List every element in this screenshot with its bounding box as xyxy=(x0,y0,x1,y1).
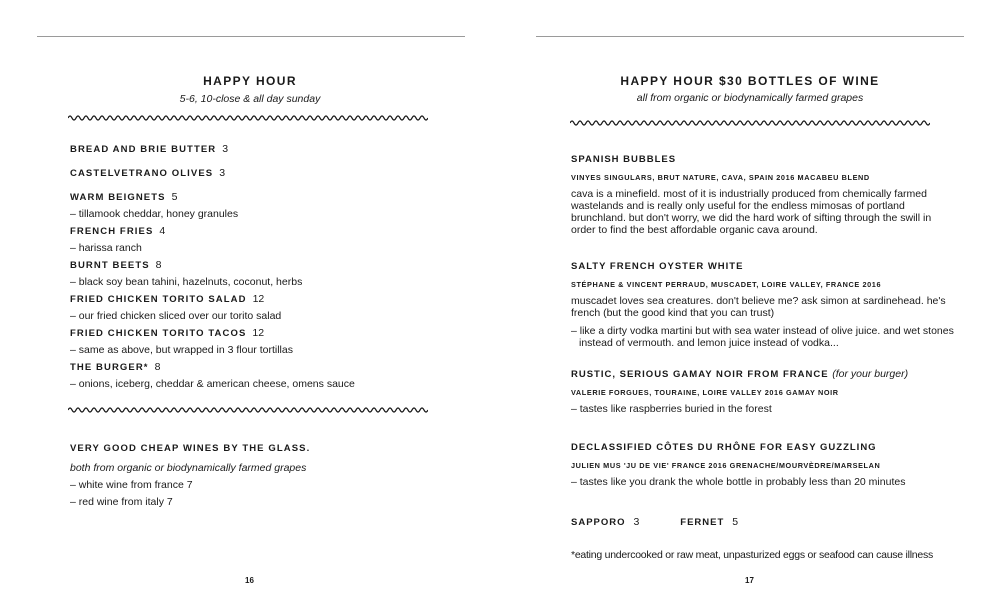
menu-item xyxy=(70,293,281,322)
wine-producer: VINYES SINGULARS, BRUT NATURE, CAVA, SPAIN 2016 MACABEU BLEND xyxy=(571,173,870,182)
wine-description: muscadet loves sea creatures. don't believe me? ask simon at sardinehead. he's french (but the good kind that you can trust) xyxy=(571,295,946,319)
wine-entry xyxy=(571,442,956,488)
item-description: – tillamook cheddar, honey granules xyxy=(70,208,239,220)
menu-item xyxy=(70,361,355,390)
item-price: 4 xyxy=(159,225,166,237)
wave-divider xyxy=(570,116,930,130)
extra-price: 5 xyxy=(732,516,739,528)
item-name: FRIED CHICKEN TORITO TACOS xyxy=(70,328,247,339)
page-title: HAPPY HOUR xyxy=(203,74,297,88)
menu-item xyxy=(70,191,238,220)
menu-item xyxy=(70,167,225,180)
wave-divider xyxy=(68,403,428,417)
page-subtitle: 5-6, 10-close & all day sunday xyxy=(179,93,321,105)
page-number: 17 xyxy=(745,576,754,585)
wine-entry xyxy=(571,368,956,415)
item-description: – onions, iceberg, cheddar & american cheese, omens sauce xyxy=(70,378,355,390)
wine-entry xyxy=(571,261,956,349)
extra-name: FERNET xyxy=(680,517,725,528)
wine-producer: JULIEN MUS 'JU DE VIE' FRANCE 2016 GRENACHE/MOURVÈDRE/MARSELAN xyxy=(571,461,881,470)
item-description: – black soy bean tahini, hazelnuts, coconut, herbs xyxy=(70,276,303,288)
right-page xyxy=(500,0,1000,607)
menu-item xyxy=(70,327,293,356)
item-price: 3 xyxy=(222,143,229,155)
item-price: 3 xyxy=(219,167,226,179)
item-name: CASTELVETRANO OLIVES xyxy=(70,168,214,179)
glass-wines-title: VERY GOOD CHEAP WINES BY THE GLASS. xyxy=(70,443,311,454)
top-rule xyxy=(536,36,964,37)
glass-wine-line: – white wine from france 7 xyxy=(70,479,193,491)
wine-entry xyxy=(571,154,956,236)
item-name: THE BURGER* xyxy=(70,362,149,373)
item-description: – same as above, but wrapped in 3 flour tortillas xyxy=(70,344,293,356)
wine-description: cava is a minefield. most of it is industrially produced from chemically farmed wastelands and is really only useful for the endless mimosas of portland brunchland. but don't worry, we did the hard work of sifting through the swill in order to find the best affordable organic cava around. xyxy=(571,188,932,236)
wave-divider xyxy=(68,111,428,125)
page-title: HAPPY HOUR $30 BOTTLES OF WINE xyxy=(620,74,880,88)
glass-wines-section xyxy=(70,443,310,508)
item-price: 8 xyxy=(154,361,161,373)
glass-wines-subtitle: both from organic or biodynamically farmed grapes xyxy=(70,462,307,474)
wave-line xyxy=(68,116,428,120)
wave-line xyxy=(68,408,428,412)
top-rule xyxy=(37,36,465,37)
menu-item xyxy=(70,143,228,156)
item-description: – harissa ranch xyxy=(70,242,142,254)
item-price: 8 xyxy=(155,259,162,271)
glass-wine-line: – red wine from italy 7 xyxy=(70,496,173,508)
health-notice: *eating undercooked or raw meat, unpasturized eggs or seafood can cause illness xyxy=(571,549,933,561)
menu-item xyxy=(70,225,165,254)
extra-name: SAPPORO xyxy=(571,517,626,528)
wine-name: RUSTIC, SERIOUS GAMAY NOIR FROM FRANCE xyxy=(571,369,829,380)
item-name: FRIED CHICKEN TORITO SALAD xyxy=(70,294,247,305)
item-price: 12 xyxy=(252,293,265,305)
extra-price: 3 xyxy=(633,516,640,528)
wine-tasting-note: – like a dirty vodka martini but with sea water instead of olive juice. and wet stones instead of vermouth. and lemon juice instead of vodka... xyxy=(571,325,954,349)
menu-item xyxy=(70,259,302,288)
wave-line xyxy=(570,121,930,125)
wine-name: SALTY FRENCH OYSTER WHITE xyxy=(571,261,744,272)
wine-name: DECLASSIFIED CÔTES DU RHÔNE FOR EASY GUZZLING xyxy=(571,442,877,453)
wine-producer: VALERIE FORGUES, TOURAINE, LOIRE VALLEY 2016 GAMAY NOIR xyxy=(571,388,839,397)
item-description: – our fried chicken sliced over our torito salad xyxy=(70,310,282,322)
page-subtitle: all from organic or biodynamically farmed grapes xyxy=(636,92,864,104)
wine-tasting-note: – tastes like raspberries buried in the forest xyxy=(571,403,772,415)
wine-producer: STÉPHANE & VINCENT PERRAUD, MUSCADET, LOIRE VALLEY, FRANCE 2016 xyxy=(571,280,882,289)
wine-name: SPANISH BUBBLES xyxy=(571,154,677,165)
item-price: 5 xyxy=(171,191,178,203)
page-number: 16 xyxy=(245,576,254,585)
item-name: BREAD AND BRIE BUTTER xyxy=(70,144,217,155)
item-price: 12 xyxy=(252,327,265,339)
wine-tasting-note: – tastes like you drank the whole bottle in probably less than 20 minutes xyxy=(571,476,906,488)
item-name: BURNT BEETS xyxy=(70,260,150,271)
wine-name-note: (for your burger) xyxy=(832,368,909,380)
extras-row xyxy=(571,516,956,528)
item-name: WARM BEIGNETS xyxy=(70,192,166,203)
item-name: FRENCH FRIES xyxy=(70,226,154,237)
